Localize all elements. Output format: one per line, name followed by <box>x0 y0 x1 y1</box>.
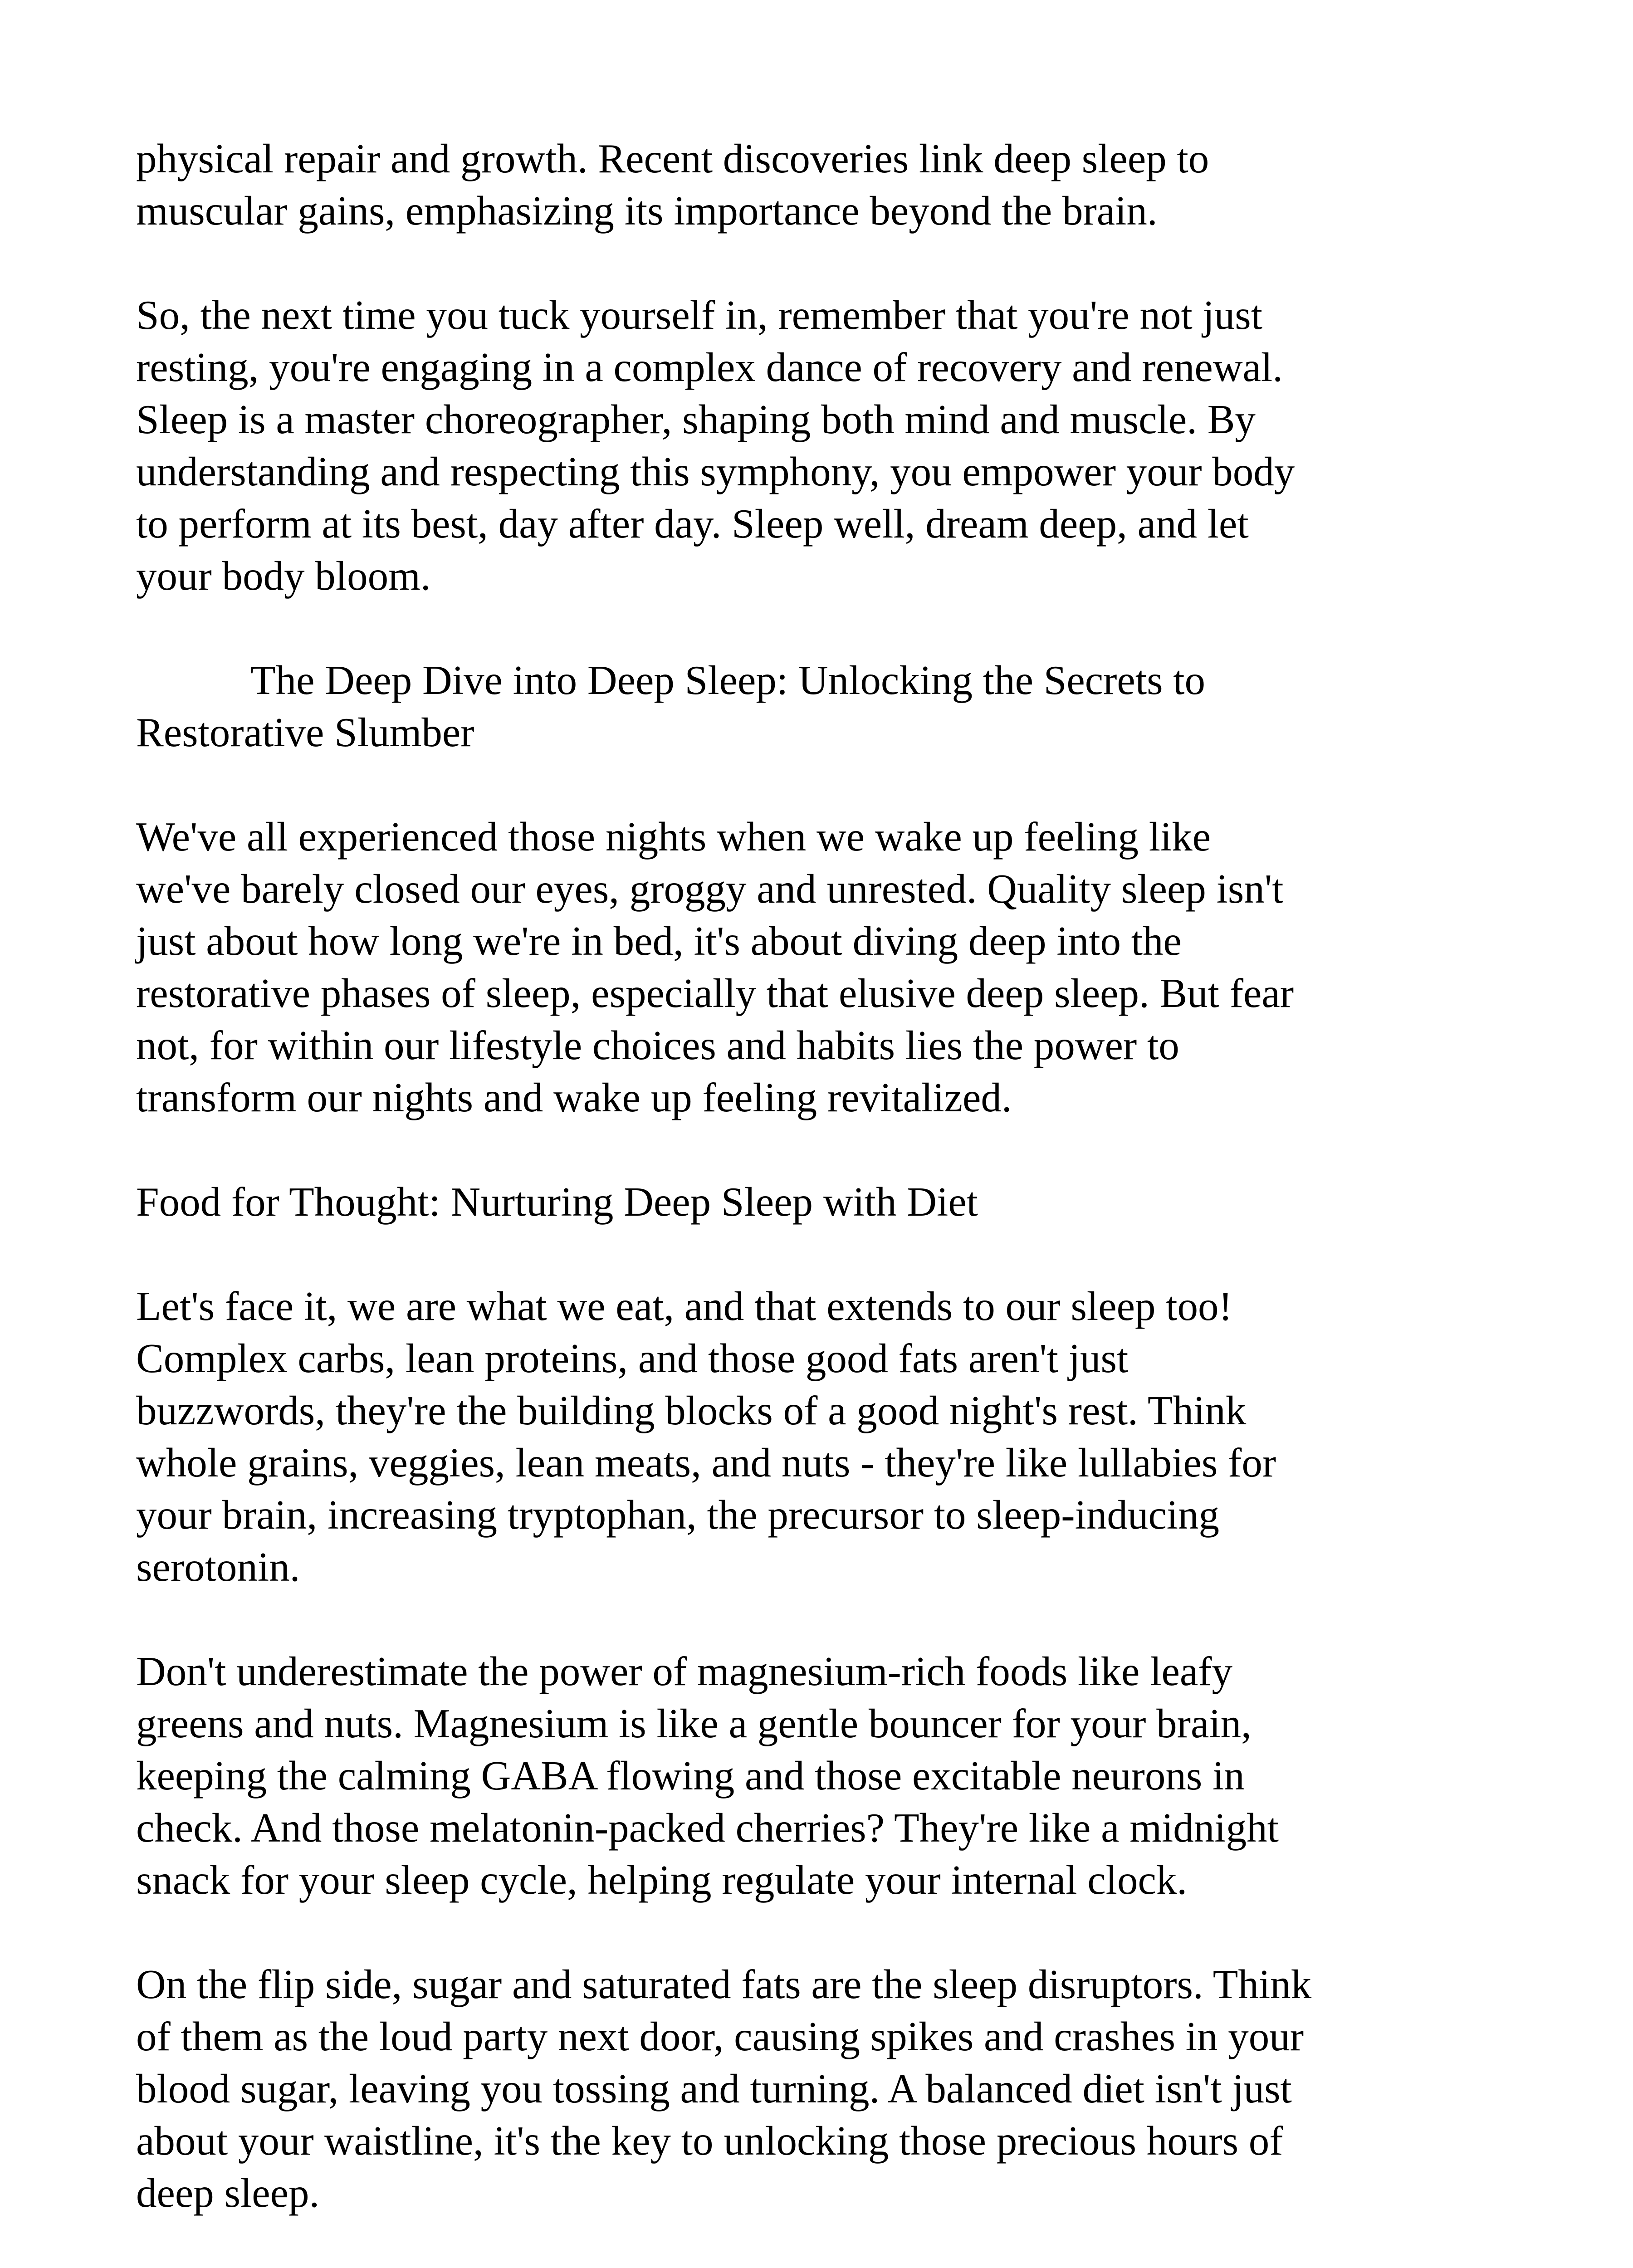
body-text <box>136 132 1456 2219</box>
paragraph-diet-building-blocks: Let's face it, we are what we eat, and that extends to our sleep too! Complex carbs, lean proteins, and those good fats aren't just buzzwords, they're the building blocks of a good night's rest. Think whole grains, veggies, lean meats, and nuts - they're like lullabies for your brain, increasing tryptophan, the precursor to sleep-inducing serotonin. <box>136 1283 1276 1590</box>
paragraph-physical-repair: physical repair and growth. Recent discoveries link deep sleep to muscular gains, emphasizing its importance beyond the brain. <box>136 136 1209 234</box>
subheading-food-for-thought: Food for Thought: Nurturing Deep Sleep with Diet <box>136 1179 978 1225</box>
paragraph-magnesium: Don't underestimate the power of magnesium-rich foods like leafy greens and nuts. Magnesium is like a gentle bouncer for your brain, keeping the calming GABA flowing and those excitable neurons in check. And those melatonin-packed cherries? They're like a midnight snack for your sleep cycle, helping regulate your internal clock. <box>136 1648 1279 1903</box>
paragraph-quality-sleep: We've all experienced those nights when we wake up feeling like we've barely closed our eyes, groggy and unrested. Quality sleep isn't just about how long we're in bed, it's about diving deep into the restorative phases of sleep, especially that elusive deep sleep. But fear not, for within our lifestyle choices and habits lies the power to transform our nights and wake up feeling revitalized. <box>136 814 1294 1120</box>
paragraph-sleep-symphony: So, the next time you tuck yourself in, remember that you're not just resting, you're engaging in a complex dance of recovery and renewal. Sleep is a master choreographer, shaping both mind and muscle. By understanding and respecting this symphony, you empower your body to perform at its best, day after day. Sleep well, dream deep, and let your body bloom. <box>136 292 1295 599</box>
paragraph-sleep-disruptors: On the flip side, sugar and saturated fats are the sleep disruptors. Think of them as the loud party next door, causing spikes and crashes in your blood sugar, leaving you tossing and turning. A balanced diet isn't just about your waistline, it's the key to unlocking those precious hours of deep sleep. <box>136 1961 1312 2216</box>
section-heading-deep-dive: The Deep Dive into Deep Sleep: Unlocking the Secrets to Restorative Slumber <box>136 657 1206 755</box>
